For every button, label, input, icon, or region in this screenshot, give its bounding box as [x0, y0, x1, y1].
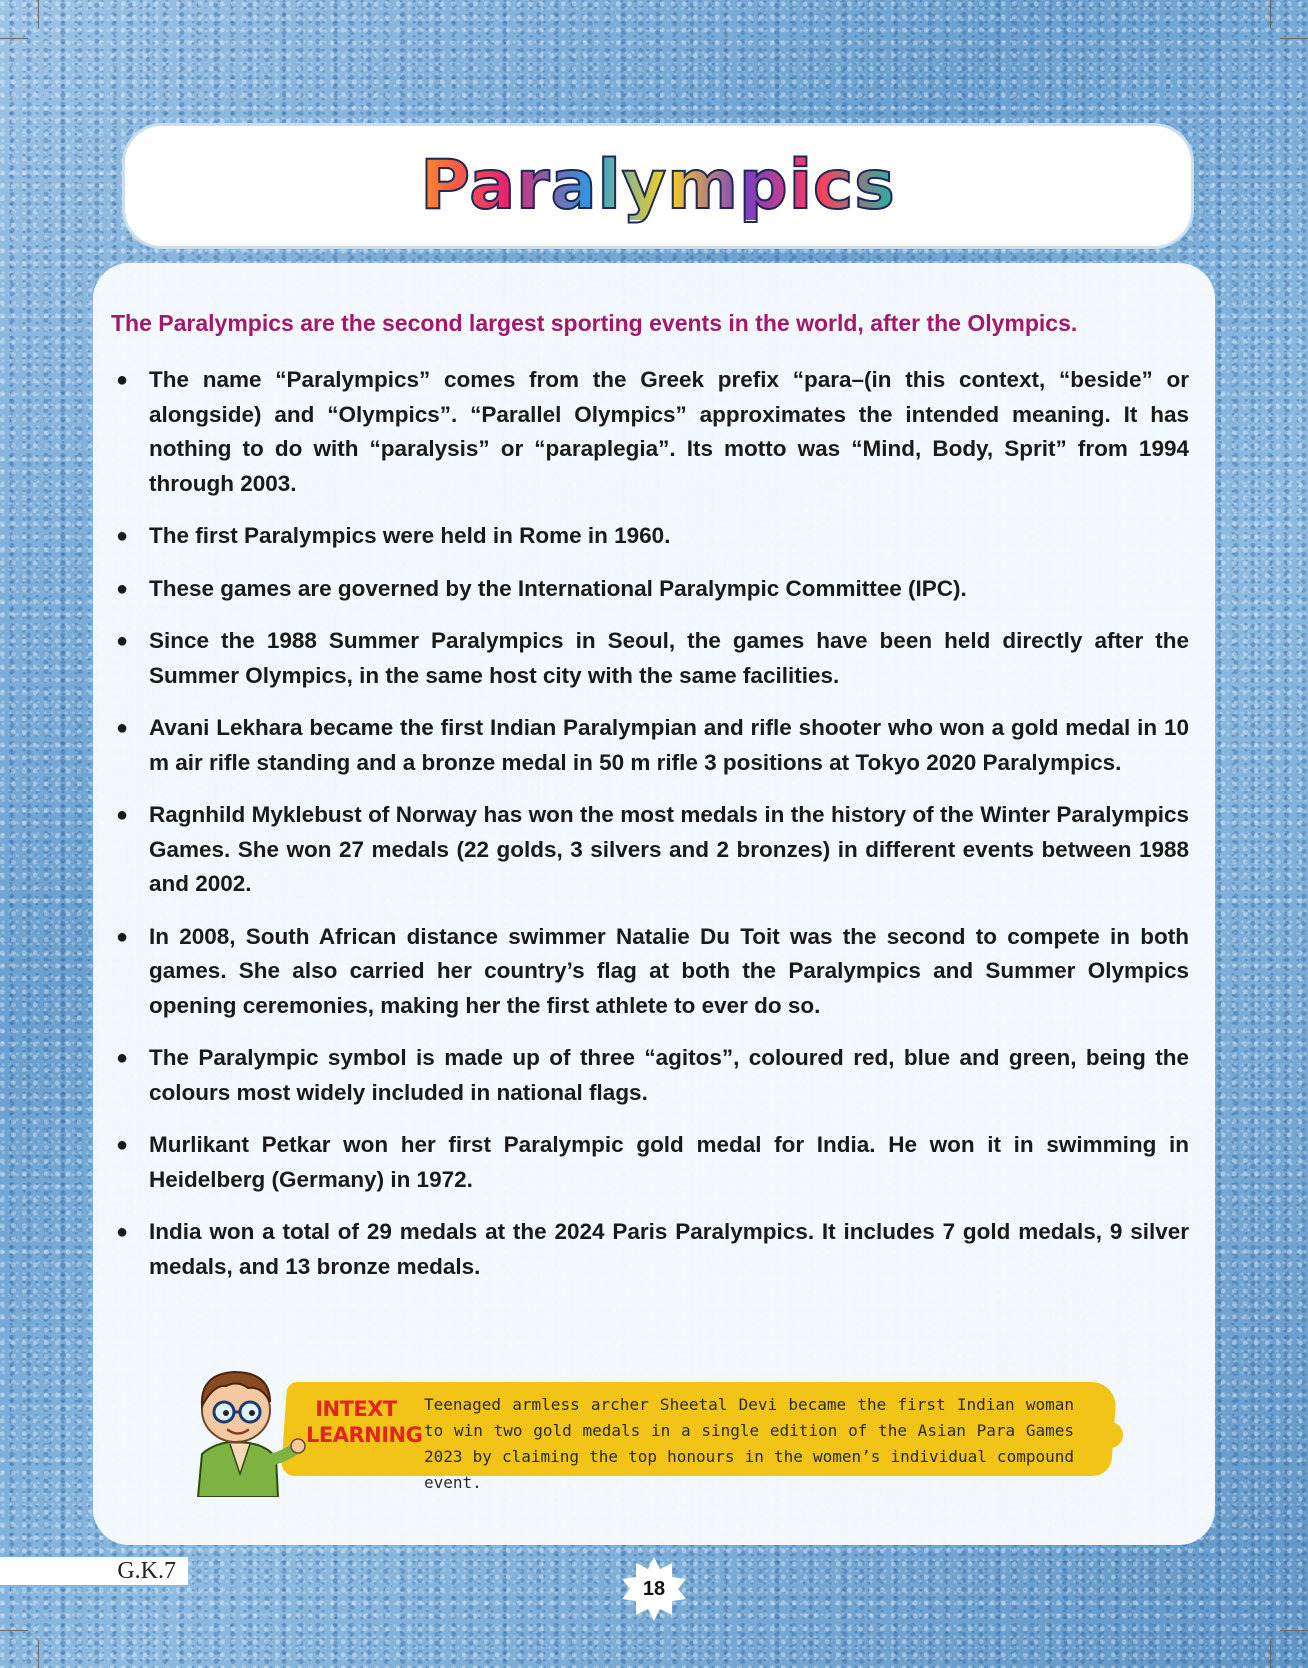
fact-item	[111, 519, 1189, 554]
intro-statement: The Paralympics are the second largest sporting events in the world, after the Olympics.	[111, 310, 1078, 336]
fact-text: Ragnhild Myklebust of Norway has won the most medals in the history of the Winter Paralympics Games. She won 27 medals (22 golds, 3 silvers and 2 bronzes) in different events between 1988 and 2002.	[149, 802, 1189, 896]
intext-learning-text: Teenaged armless archer Sheetal Devi became the first Indian woman to win two gold medals in a single edition of the Asian Para Games 2023 by claiming the top honours in the women’s individual compound event.	[424, 1395, 1074, 1492]
intext-learning-label	[306, 1396, 423, 1448]
fact-item	[111, 1041, 1189, 1110]
crop-mark	[1280, 1630, 1308, 1631]
fact-item	[111, 572, 1189, 607]
bullet-icon: ●	[116, 925, 129, 948]
bullet-icon: ●	[116, 1134, 129, 1156]
crop-mark	[0, 1630, 28, 1631]
fact-item	[111, 1215, 1189, 1284]
fact-text: These games are governed by the International Paralympic Committee (IPC).	[149, 575, 967, 601]
brush-stroke-tail	[1083, 1422, 1123, 1448]
fact-text: In 2008, South African distance swimmer Natalie Du Toit was the second to compete in both games. She also carried her country’s flag at both the Paralympics and Summer Olympics opening ceremonies, making her the first athlete to ever do so.	[149, 923, 1189, 1018]
crop-mark	[38, 1640, 39, 1668]
fact-text: The Paralympic symbol is made up of three “agitos”, coloured red, blue and green, being the colours most widely included in national flags.	[149, 1045, 1189, 1105]
fact-text: The first Paralympics were held in Rome in 1960.	[149, 523, 671, 548]
fact-text: The name “Paralympics” comes from the Greek prefix “para–(in this context, “beside” or alongside) and “Olympics”. “Parallel Olympics” approximates the intended meaning. It has nothing to do with “paralysis” or “paraplegia”. Its motto was “Mind, Body, Sprit” from 1994 through 2003.	[149, 367, 1189, 496]
bullet-icon: ●	[116, 369, 129, 391]
fact-text: Since the 1988 Summer Paralympics in Seoul, the games have been held directly after the Summer Olympics, in the same host city with the same facilities.	[149, 628, 1189, 688]
title-banner	[122, 123, 1194, 249]
intext-label-line1: INTEXT	[315, 1397, 397, 1421]
crop-mark	[1270, 1640, 1271, 1668]
book-code: G.K.7	[0, 1557, 188, 1585]
bullet-icon: ●	[116, 577, 129, 600]
fact-item	[111, 920, 1189, 1024]
crop-mark	[1270, 0, 1271, 28]
fact-text: Avani Lekhara became the first Indian Paralympian and rifle shooter who won a gold medal in 10 m air rifle standing and a bronze medal in 50 m rifle 3 positions at Tokyo 2020 Paralympics.	[149, 715, 1189, 775]
fact-text: Murlikant Petkar won her first Paralympic gold medal for India. He won it in swimming in Heidelberg (Germany) in 1972.	[149, 1132, 1189, 1192]
intext-learning-callout	[178, 1362, 1138, 1497]
fact-item	[111, 363, 1189, 501]
fact-text: India won a total of 29 medals at the 2024 Paris Paralympics. It includes 7 gold medals, 9 silver medals, and 13 bronze medals.	[149, 1219, 1189, 1279]
page-number: 18	[642, 1577, 666, 1600]
bullet-icon: ●	[116, 525, 129, 547]
crop-mark	[38, 0, 39, 28]
fact-item	[111, 798, 1189, 902]
fact-item	[111, 624, 1189, 693]
cartoon-boy-icon	[178, 1362, 308, 1497]
intext-label-line2: LEARNING	[306, 1423, 423, 1447]
bullet-icon: ●	[116, 630, 129, 652]
fact-item	[111, 711, 1189, 780]
crop-mark	[0, 38, 28, 39]
bullet-icon: ●	[116, 1047, 129, 1069]
bullet-icon: ●	[116, 804, 129, 826]
crop-mark	[1280, 38, 1308, 39]
page-title: Paralympics	[420, 146, 896, 225]
bullet-icon: ●	[116, 1221, 129, 1243]
bullet-icon: ●	[116, 717, 129, 739]
fact-list	[111, 363, 1189, 1302]
fact-item	[111, 1128, 1189, 1197]
